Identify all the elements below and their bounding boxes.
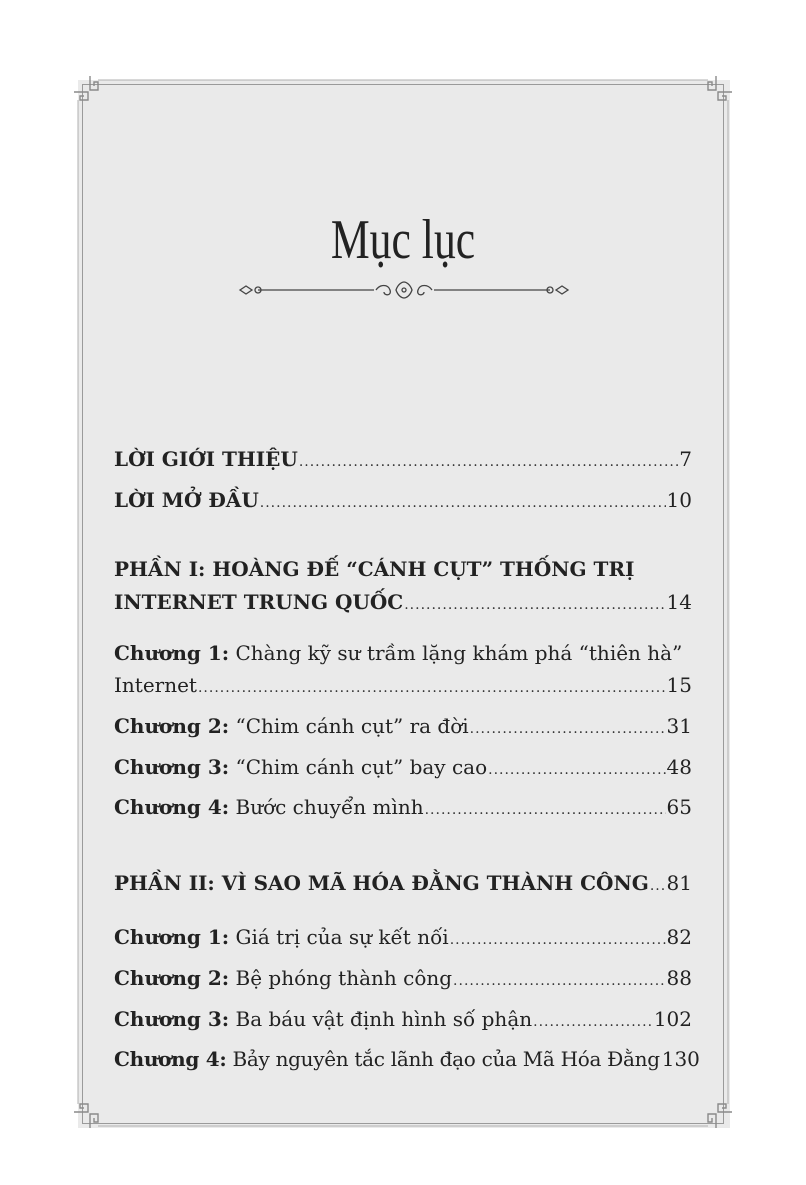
- chapter-prefix: Chương 4:: [114, 795, 230, 819]
- toc-entry-part-1[interactable]: [114, 589, 692, 618]
- toc-entry-chapter-2-1[interactable]: [114, 924, 692, 953]
- toc-label: PHẦN II: VÌ SAO MÃ HÓA ĐẰNG THÀNH CÔNG: [114, 871, 649, 895]
- chapter-prefix: Chương 3:: [114, 755, 230, 779]
- page-number: 14: [666, 590, 692, 614]
- chapter-prefix: Chương 2:: [114, 714, 230, 738]
- toc-entry-chapter-2-4[interactable]: [114, 1046, 700, 1075]
- chapter-title: Bệ phóng thành công: [229, 966, 453, 990]
- leader-dots: [404, 592, 665, 618]
- leader-dots: [260, 490, 666, 516]
- toc-entry-chapter-2-2[interactable]: [114, 965, 692, 994]
- leader-dots: [453, 968, 666, 994]
- toc-entry-intro[interactable]: [114, 446, 692, 475]
- chapter-prefix: Chương 1:: [114, 925, 230, 949]
- chapter-title: Chàng kỹ sư trầm lặng khám phá “thiên hà”: [229, 641, 683, 665]
- chapter-prefix: Chương 3:: [114, 1007, 230, 1031]
- chapter-prefix: Chương 1:: [114, 641, 230, 665]
- leader-dots: [198, 675, 666, 701]
- toc-entry-chapter-1-1[interactable]: [114, 672, 692, 701]
- leader-dots: [299, 449, 678, 475]
- toc-label: INTERNET TRUNG QUỐC: [114, 590, 404, 614]
- chapter-title: Bước chuyển mình: [229, 795, 424, 819]
- toc-entry-part-2[interactable]: [114, 870, 692, 899]
- page-number: 15: [666, 673, 692, 697]
- chapter-prefix: Chương 4:: [114, 1047, 227, 1071]
- toc-label: LỜI MỞ ĐẦU: [114, 488, 259, 512]
- chapter-title: Giá trị của sự kết nối: [229, 925, 449, 949]
- page-number: 31: [666, 714, 692, 738]
- toc-label: LỜI GIỚI THIỆU: [114, 447, 298, 471]
- page-number: 82: [666, 925, 692, 949]
- chapter-prefix: Chương 2:: [114, 966, 230, 990]
- toc-chapter-1-1-title[interactable]: [114, 640, 692, 666]
- page-number: 130: [661, 1047, 700, 1071]
- chapter-title: “Chim cánh cụt” bay cao: [229, 755, 488, 779]
- leader-dots: [533, 1009, 653, 1035]
- page-number: 10: [666, 488, 692, 512]
- toc-entry-preface[interactable]: [114, 487, 692, 516]
- leader-dots: [425, 797, 666, 823]
- toc-part-1-title[interactable]: PHẦN I: HOÀNG ĐẾ “CÁNH CỤT” THỐNG TRỊ: [114, 557, 635, 581]
- chapter-title: Ba báu vật định hình số phận: [229, 1007, 533, 1031]
- page-number: 81: [666, 871, 692, 895]
- page-number: 65: [666, 795, 692, 819]
- leader-dots: [450, 927, 666, 953]
- toc-entry-chapter-1-4[interactable]: [114, 794, 692, 823]
- toc-label: Internet: [114, 673, 197, 697]
- page-title: Mục lục: [330, 209, 476, 271]
- chapter-title: “Chim cánh cụt” ra đời: [229, 714, 469, 738]
- toc-entry-chapter-1-2[interactable]: [114, 713, 692, 742]
- page-number: 48: [666, 755, 692, 779]
- page-number: 102: [653, 1007, 692, 1031]
- page-number: 88: [666, 966, 692, 990]
- leader-dots: [470, 716, 666, 742]
- page-number: 7: [679, 447, 692, 471]
- title-divider-ornament: [236, 280, 572, 300]
- leader-dots: [650, 873, 666, 899]
- chapter-title: Bảy nguyên tắc lãnh đạo của Mã Hóa Đằng: [226, 1047, 660, 1071]
- toc-entry-chapter-2-3[interactable]: [114, 1006, 692, 1035]
- leader-dots: [488, 757, 665, 783]
- toc-entry-chapter-1-3[interactable]: [114, 754, 692, 783]
